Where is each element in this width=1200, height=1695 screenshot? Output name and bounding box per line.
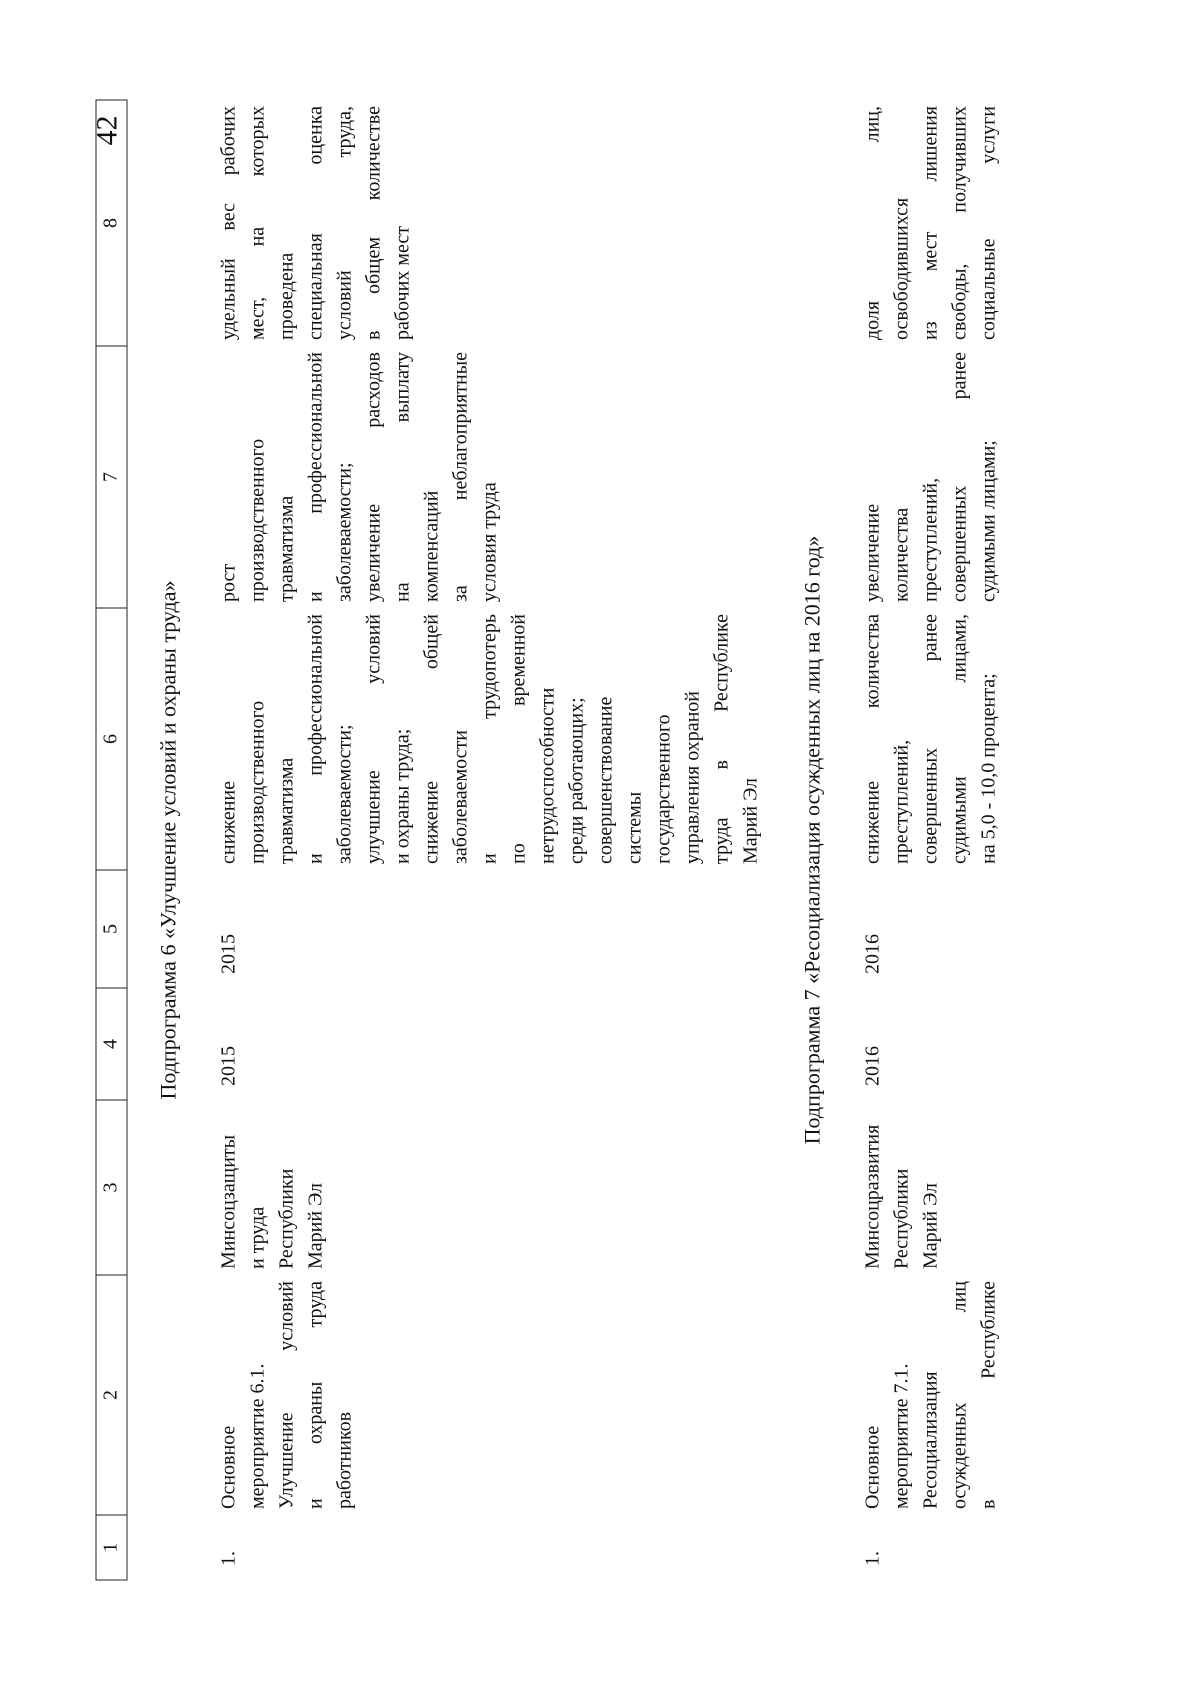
cell-line: на 5,0 - 10,0 процента; — [977, 672, 999, 864]
cell-line: Марий Эл — [304, 1182, 326, 1269]
cell-line: системы — [623, 791, 645, 864]
cell-line: улучшение условий — [362, 613, 384, 864]
cell-line: Минсоцзащиты — [217, 1134, 239, 1269]
start-year: 2015 — [217, 1045, 239, 1086]
cell-line: в Республике — [977, 1280, 999, 1509]
cell-line: рабочих мест — [391, 225, 413, 340]
cell-line: производственного — [246, 700, 268, 864]
executor-cell — [204, 1100, 771, 1275]
cell-line: преступлений, — [919, 477, 941, 602]
measure-cell — [204, 1275, 771, 1515]
column-number: 2 — [96, 1275, 127, 1515]
cell-line: Ресоциализация — [919, 1370, 941, 1509]
cell-line: увеличение расходов — [362, 351, 384, 602]
cell-line: освободившихся — [890, 197, 912, 340]
cell-line: снижение — [217, 780, 239, 864]
cell-line: из мест лишения — [919, 105, 941, 340]
column-number: 4 — [96, 988, 127, 1100]
cell-line: снижение количества — [861, 613, 883, 864]
cell-line: преступлений, — [890, 739, 912, 864]
cell-line: удельный вес рабочих — [217, 105, 239, 340]
program-table — [95, 99, 1009, 1580]
cell-line: осужденных лиц — [948, 1280, 970, 1509]
cell-line: заболеваемости; — [333, 723, 355, 864]
cell-line: судимыми лицами, — [948, 613, 970, 864]
cell-line: травматизма — [275, 757, 297, 864]
cell-line: и профессиональной — [304, 351, 326, 602]
cell-line: за неблагоприятные — [449, 351, 471, 602]
cell-line: заболеваемости; — [333, 461, 355, 602]
cell-line: совершенных ранее — [919, 613, 941, 864]
cell-line: и профессиональной — [304, 613, 326, 864]
cell-line: Марий Эл — [919, 1182, 941, 1269]
cell-line: на выплату — [391, 351, 413, 602]
expected-result-cell — [848, 608, 1009, 870]
cell-line: Марий Эл — [739, 777, 761, 864]
cell-line: мероприятие 7.1. — [890, 1363, 912, 1509]
consequences-cell — [204, 346, 771, 608]
cell-line: и трудопотерь — [478, 613, 500, 864]
cell-line: проведена — [275, 252, 297, 340]
consequences-cell — [848, 346, 1009, 608]
cell-line: рост — [217, 563, 239, 602]
page-number: 42 — [90, 115, 123, 145]
subprogram-7-title: Подпрограмма 7 «Ресоциализация осужденных лиц на 2016 год» — [799, 535, 824, 1144]
expected-result-cell — [204, 608, 771, 870]
row-number: 1. — [861, 1550, 883, 1566]
cell-line: Минсоцразвития — [861, 1124, 883, 1269]
cell-line: условий труда, — [333, 105, 355, 340]
cell-line: производственного — [246, 438, 268, 602]
cell-line: количества — [890, 507, 912, 602]
cell-line: труда в Республике — [710, 613, 732, 864]
table-row — [204, 100, 771, 1580]
cell-line: компенсаций — [420, 490, 442, 602]
subprogram-6-title: Подпрограмма 6 «Улучшение условий и охраны труда» — [155, 580, 180, 1100]
cell-line: снижение общей — [420, 613, 442, 864]
column-number: 7 — [96, 346, 127, 608]
cell-line: специальная оценка — [304, 105, 326, 340]
cell-line: увеличение — [861, 503, 883, 602]
cell-line: совершенных ранее — [948, 351, 970, 602]
cell-line: судимыми лицами; — [977, 439, 999, 602]
section-heading-row — [127, 100, 205, 1580]
cell-line: Республики — [890, 1168, 912, 1269]
cell-line: социальные услуги — [977, 105, 999, 340]
executor-cell — [848, 1100, 1009, 1275]
section-heading-row — [771, 100, 848, 1580]
cell-line: мест, на которых — [246, 105, 268, 340]
cell-line: и охраны труда; — [391, 728, 413, 864]
column-number: 3 — [96, 1100, 127, 1275]
cell-line: в общем количестве — [362, 105, 384, 340]
column-number-row — [96, 100, 127, 1580]
column-number: 5 — [96, 870, 127, 988]
cell-line: совершенствование — [594, 696, 616, 864]
column-number: 6 — [96, 608, 127, 870]
cell-line: управления охраной — [681, 690, 703, 864]
end-year: 2016 — [861, 933, 883, 974]
cell-line: травматизма — [275, 495, 297, 602]
cell-line: Улучшение условий — [275, 1280, 297, 1509]
indicator-cell — [848, 100, 1009, 346]
indicator-cell — [204, 100, 771, 346]
end-year: 2015 — [217, 933, 239, 974]
cell-line: Республики — [275, 1168, 297, 1269]
cell-line: и охраны труда — [304, 1280, 326, 1509]
column-number: 1 — [96, 1515, 127, 1580]
measure-cell — [848, 1275, 1009, 1515]
cell-line: среди работающих; — [565, 696, 587, 864]
cell-line: условия труда — [478, 481, 500, 602]
cell-line: работников — [333, 1411, 355, 1509]
cell-line: мероприятие 6.1. — [246, 1363, 268, 1509]
cell-line: Основное — [217, 1425, 239, 1509]
cell-line: заболеваемости — [449, 729, 471, 864]
cell-line: нетрудоспособности — [536, 687, 558, 864]
cell-line: Основное — [861, 1425, 883, 1509]
cell-line: и труда — [246, 1206, 268, 1269]
column-number: 8 — [96, 100, 127, 346]
row-number: 1. — [217, 1550, 239, 1566]
cell-line: по временной — [507, 613, 529, 864]
table-row — [848, 100, 1009, 1580]
start-year: 2016 — [861, 1045, 883, 1086]
cell-line: государственного — [652, 713, 674, 864]
cell-line: доля лиц, — [861, 105, 883, 340]
cell-line: свободы, получивших — [948, 105, 970, 340]
